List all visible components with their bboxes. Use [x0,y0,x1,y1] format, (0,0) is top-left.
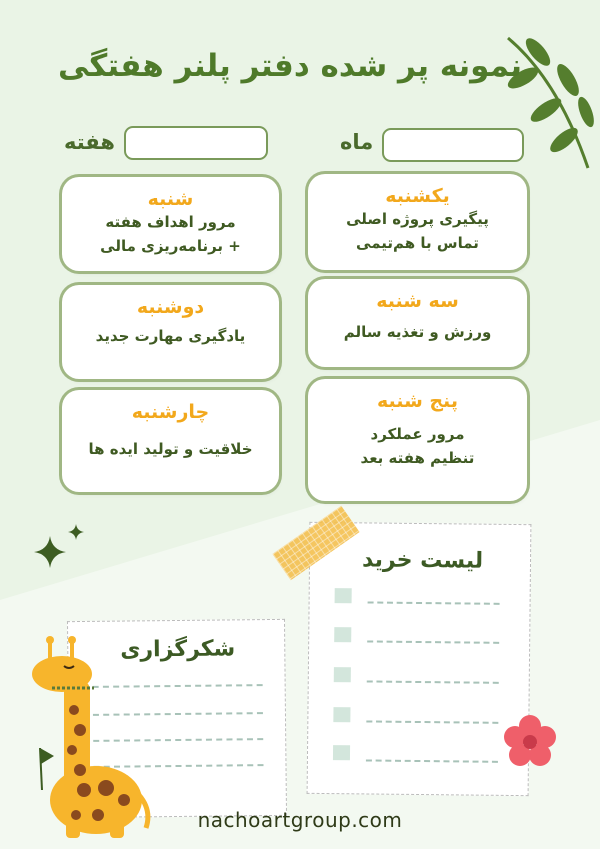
week-label: هفته [64,130,115,154]
shopping-line[interactable] [366,759,498,762]
day-card-thursday [311,382,524,498]
day-title: چارشنبه [131,401,210,423]
shopping-checkbox[interactable] [334,627,351,642]
task-text: پیگیری پروژه اصلی [346,210,489,228]
task-text: + برنامه‌ریزی مالی [100,237,241,255]
day-title: سه شنبه [376,290,459,312]
gratitude-title: شکرگزاری [120,636,236,663]
shopping-list-title: لیست خرید [361,547,484,574]
day-title: پنج شنبه [377,390,458,412]
day-title: یکشنبه [385,185,450,207]
shopping-line[interactable] [367,680,499,683]
task-text: یادگیری مهارت جدید [95,327,246,345]
shopping-checkbox[interactable] [334,667,351,682]
task-text: تنظیم هفته بعد [360,449,475,467]
shopping-checkbox[interactable] [335,588,352,603]
week-field[interactable] [124,126,268,160]
task-text: ورزش و تغذیه سالم [343,323,492,341]
month-field[interactable] [382,128,524,162]
shopping-checkbox[interactable] [333,745,350,760]
day-title: شنبه [147,188,194,210]
shopping-line[interactable] [366,720,498,723]
day-card-sunday [311,177,524,267]
day-card-monday [65,288,276,376]
day-title: دوشنبه [136,296,205,318]
giraffe-icon [14,630,154,840]
day-card-wednesday [65,393,276,489]
sparkle-icon [30,520,90,576]
day-card-tuesday [311,282,524,364]
shopping-line[interactable] [367,640,499,643]
day-card-saturday [65,180,276,268]
task-text: تماس با هم‌تیمی [356,234,479,252]
shopping-line[interactable] [368,601,500,604]
flower-icon [500,712,560,772]
shopping-list-panel [307,522,532,796]
page-title: نمونه پر شده دفتر پلنر هفتگی [57,48,523,84]
month-label: ماه [340,130,374,154]
task-text: خلاقیت و تولید ایده ها [88,440,253,458]
task-text: مرور اهداف هفته [105,213,236,231]
shopping-checkbox[interactable] [333,707,350,722]
footer-website: nachoartgroup.com [197,808,403,832]
task-text: مرور عملکرد [370,425,465,443]
